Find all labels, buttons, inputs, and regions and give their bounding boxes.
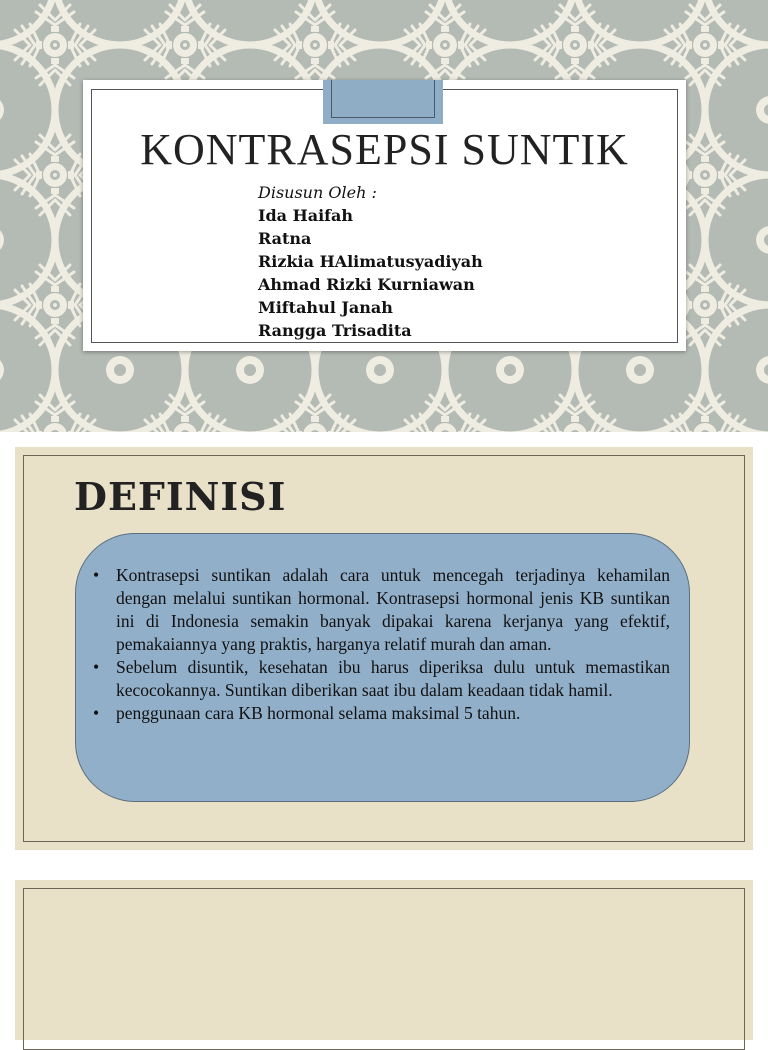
definition-list	[93, 564, 670, 725]
bullet-icon: •	[93, 565, 100, 585]
list-item-text: penggunaan cara KB hormonal selama maksimal 5 tahun.	[116, 703, 521, 723]
author-name: Rangga Trisadita	[258, 321, 412, 340]
list-item	[93, 564, 670, 656]
list-item-text: Kontrasepsi suntikan adalah cara untuk mencegah terjadinya kehamilan dengan melalui suntikan hormonal. Kontrasepsi hormonal jenis KB suntikan ini di Indonesia semakin banyak dipakai karena kerjanya yang efektif, pemakaiannya yang praktis, harganya relatif murah dan aman.	[116, 565, 670, 654]
author-list	[258, 181, 483, 342]
bullet-icon: •	[93, 657, 100, 677]
slide-frame	[23, 888, 745, 1050]
title-card-tab-inner	[331, 80, 435, 118]
author-name: Ahmad Rizki Kurniawan	[258, 275, 475, 294]
title-card-tab	[323, 80, 443, 124]
author-name: Miftahul Janah	[258, 298, 393, 317]
definition-slide	[15, 447, 753, 850]
definition-box	[75, 533, 690, 802]
list-item-text: Sebelum disuntik, kesehatan ibu harus diperiksa dulu untuk memastikan kecocokannya. Suntikan diberikan saat ibu dalam keadaan tidak hamil.	[116, 657, 670, 700]
slide-title: KONTRASEPSI SUNTIK	[140, 125, 629, 174]
bullet-icon: •	[93, 703, 100, 723]
title-card	[83, 80, 686, 351]
author-name: Ida Haifah	[258, 206, 354, 225]
definition-heading: DEFINISI	[74, 474, 287, 519]
author-name: Rizkia HAlimatusyadiyah	[258, 252, 483, 271]
next-slide	[15, 880, 753, 1040]
author-by-label: Disusun Oleh :	[258, 183, 377, 202]
list-item	[93, 656, 670, 702]
list-item	[93, 702, 670, 725]
author-name: Ratna	[258, 229, 312, 248]
title-slide	[0, 0, 768, 432]
